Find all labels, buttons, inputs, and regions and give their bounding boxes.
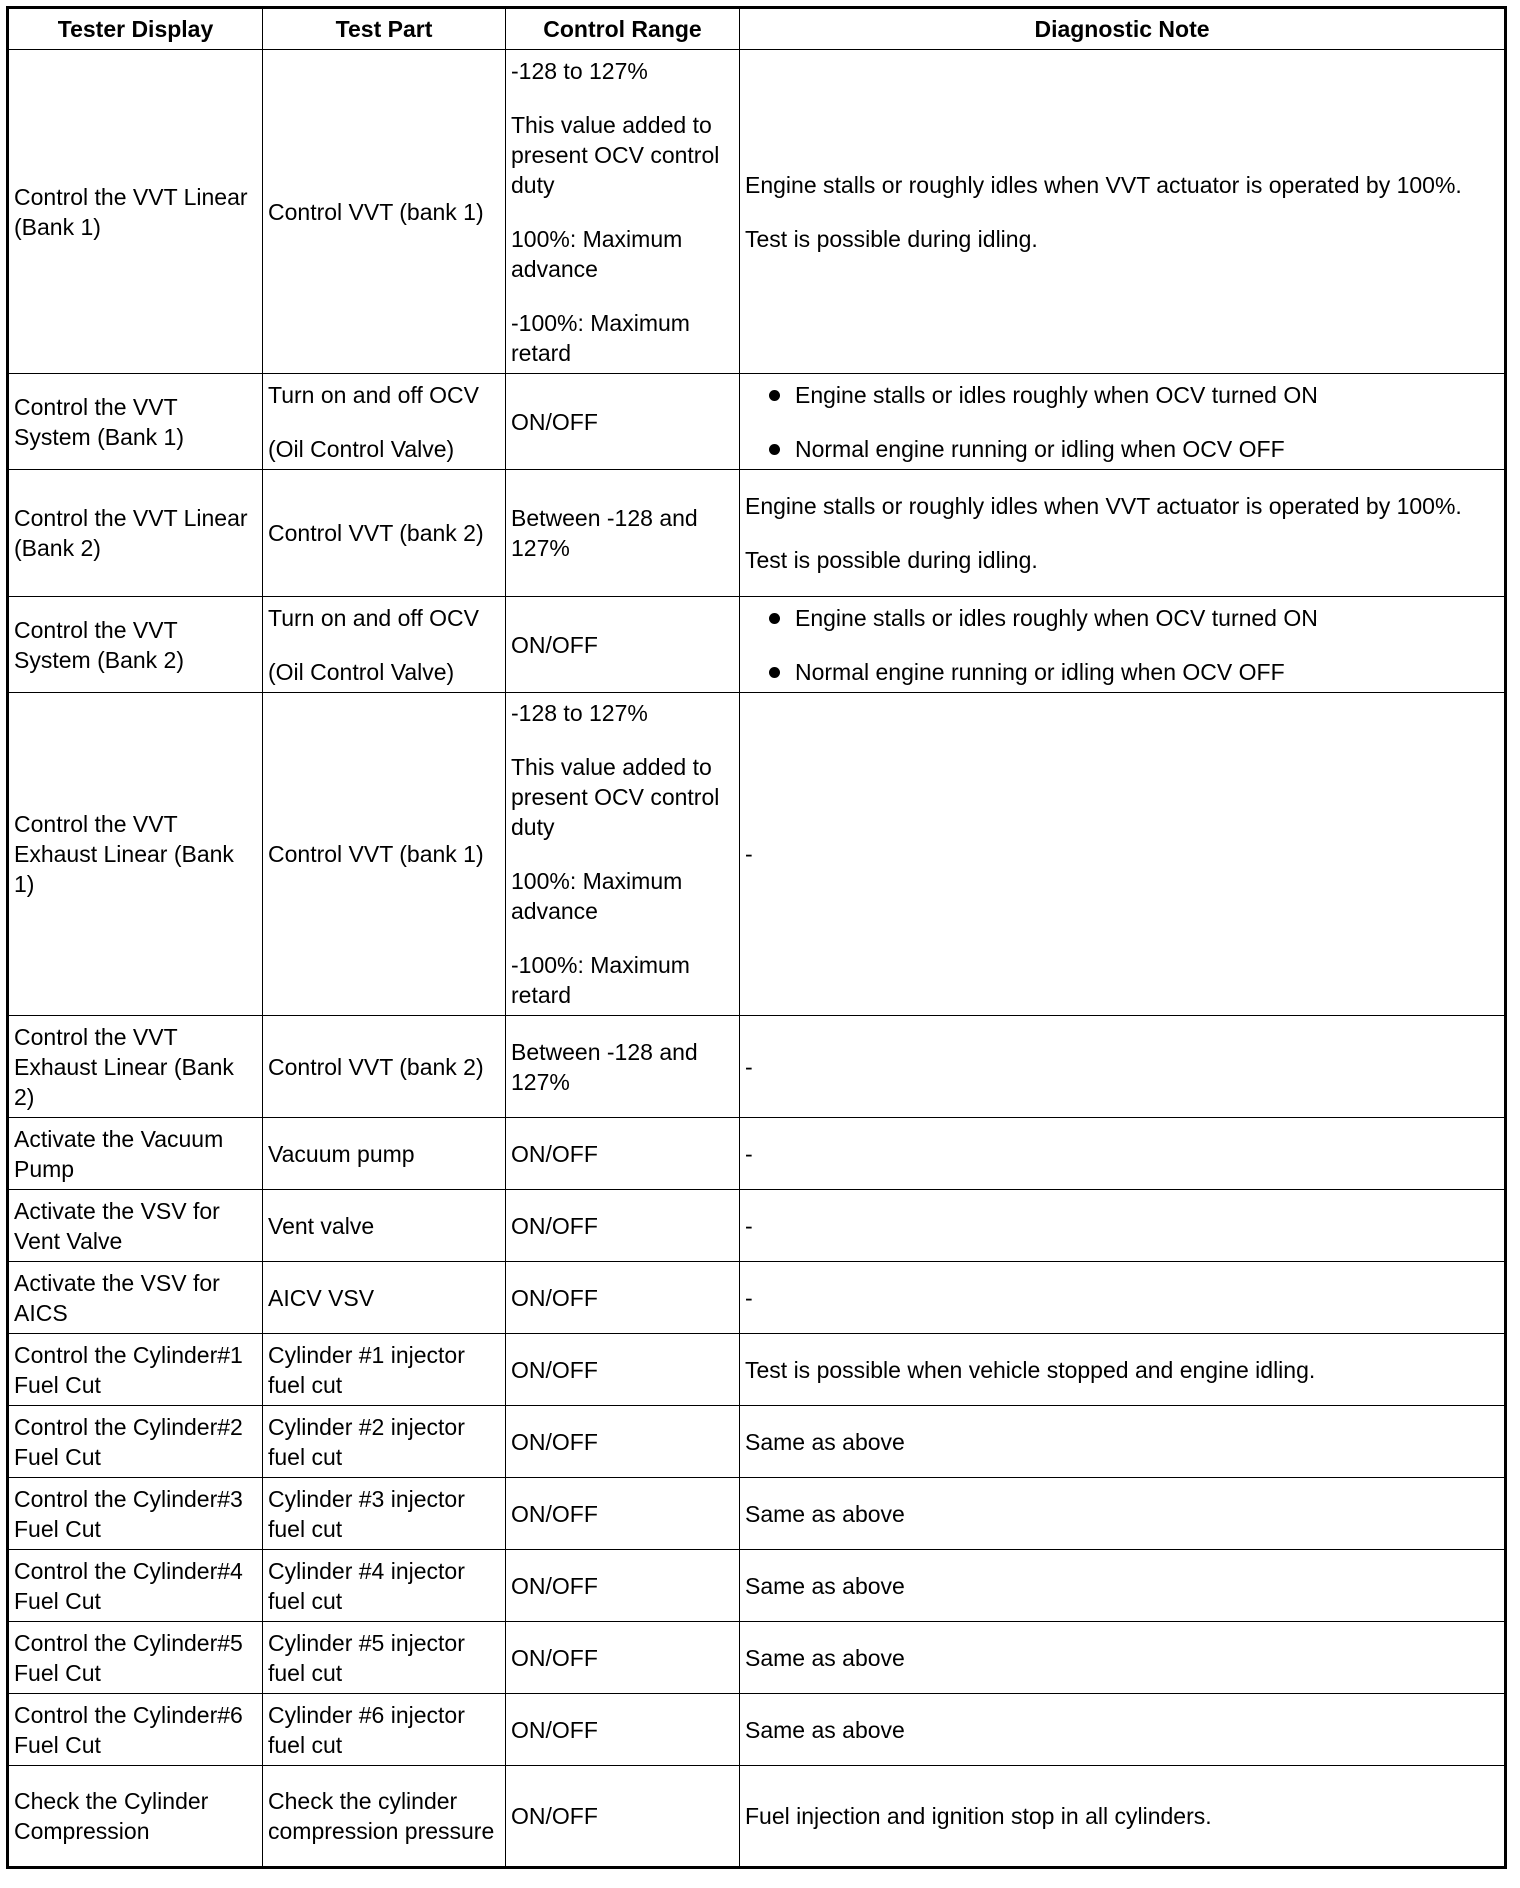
cell-diagnostic-note-line: -	[745, 1212, 753, 1239]
active-test-document	[6, 6, 1504, 1869]
cell-diagnostic-note	[740, 1334, 1506, 1406]
cell-diagnostic-note-line: Engine stalls or roughly idles when VVT actuator is operated by 100%.	[745, 493, 1462, 519]
cell-test-part	[263, 1262, 506, 1334]
cell-test-part-line: Cylinder #3 injector fuel cut	[268, 1485, 465, 1542]
cell-test-part	[263, 1478, 506, 1550]
table-row	[8, 1016, 1506, 1118]
cell-test-part-line: Cylinder #4 injector fuel cut	[268, 1557, 465, 1614]
cell-tester-display: Control the VVT System (Bank 1)	[8, 374, 263, 470]
cell-control-range-line: This value added to present OCV control duty	[511, 754, 720, 840]
cell-test-part	[263, 693, 506, 1016]
cell-control-range	[506, 1118, 740, 1190]
cell-control-range-line: ON/OFF	[511, 1284, 598, 1311]
cell-test-part-line: Turn on and off OCV	[268, 604, 479, 631]
cell-control-range-line: ON/OFF	[511, 1428, 598, 1455]
cell-test-part-line: (Oil Control Valve)	[268, 658, 455, 685]
cell-tester-display: Control the Cylinder#4 Fuel Cut	[8, 1550, 263, 1622]
cell-control-range	[506, 1406, 740, 1478]
cell-test-part-line: Control VVT (bank 2)	[268, 1053, 484, 1080]
cell-control-range-line: ON/OFF	[511, 408, 598, 435]
cell-test-part	[263, 1190, 506, 1262]
cell-diagnostic-note	[740, 1262, 1506, 1334]
cell-tester-display: Control the VVT Linear (Bank 2)	[8, 470, 263, 597]
table-row	[8, 1550, 1506, 1622]
cell-test-part-line: Cylinder #5 injector fuel cut	[268, 1629, 465, 1686]
cell-diagnostic-note	[740, 1622, 1506, 1694]
cell-control-range-line: -128 to 127%	[511, 57, 648, 84]
cell-test-part-line: (Oil Control Valve)	[268, 435, 455, 462]
table-row	[8, 374, 1506, 470]
cell-control-range	[506, 1190, 740, 1262]
table-row	[8, 470, 1506, 597]
cell-control-range-line: ON/OFF	[511, 1500, 598, 1527]
cell-tester-display: Control the VVT Exhaust Linear (Bank 2)	[8, 1016, 263, 1118]
cell-diagnostic-note-line: -	[745, 1140, 753, 1167]
cell-control-range-line: Between -128 and 127%	[511, 1038, 698, 1095]
cell-tester-display: Activate the VSV for AICS	[8, 1262, 263, 1334]
cell-diagnostic-note-line: Test is possible when vehicle stopped and engine idling.	[745, 1356, 1316, 1383]
cell-test-part	[263, 1550, 506, 1622]
header-tester-display: Tester Display	[8, 8, 263, 50]
cell-test-part-line: AICV VSV	[268, 1284, 375, 1311]
cell-diagnostic-note	[740, 1190, 1506, 1262]
cell-control-range-line: ON/OFF	[511, 1212, 598, 1239]
table-row	[8, 1478, 1506, 1550]
cell-tester-display: Control the VVT Linear (Bank 1)	[8, 50, 263, 374]
bullet-list	[745, 603, 1499, 687]
cell-tester-display: Control the Cylinder#6 Fuel Cut	[8, 1694, 263, 1766]
bullet-list	[745, 380, 1499, 464]
cell-diagnostic-note	[740, 470, 1506, 597]
cell-test-part	[263, 1694, 506, 1766]
cell-test-part-line: Vacuum pump	[268, 1140, 415, 1167]
table-row	[8, 693, 1506, 1016]
table-row	[8, 597, 1506, 693]
cell-diagnostic-note-line: Same as above	[745, 1428, 905, 1455]
table-row	[8, 1766, 1506, 1868]
header-test-part: Test Part	[263, 8, 506, 50]
cell-control-range-line: ON/OFF	[511, 1716, 598, 1743]
cell-diagnostic-note	[740, 374, 1506, 470]
table-row	[8, 50, 1506, 374]
cell-diagnostic-note	[740, 597, 1506, 693]
cell-diagnostic-note-line: -	[745, 1284, 753, 1311]
cell-test-part-line: Turn on and off OCV	[268, 381, 479, 408]
cell-control-range-line: -100%: Maximum retard	[511, 952, 690, 1008]
active-test-table	[6, 6, 1507, 1869]
cell-diagnostic-note-line: Fuel injection and ignition stop in all cylinders.	[745, 1803, 1212, 1829]
cell-tester-display: Control the Cylinder#1 Fuel Cut	[8, 1334, 263, 1406]
bullet-item: Normal engine running or idling when OCV OFF	[745, 657, 1499, 687]
cell-diagnostic-note-line: Same as above	[745, 1572, 905, 1599]
cell-control-range	[506, 1550, 740, 1622]
cell-test-part-line: Check the cylinder compression pressure	[268, 1788, 495, 1844]
cell-diagnostic-note-line: -	[745, 841, 753, 867]
cell-tester-display: Activate the VSV for Vent Valve	[8, 1190, 263, 1262]
cell-diagnostic-note-line: Same as above	[745, 1644, 905, 1671]
cell-test-part-line: Control VVT (bank 1)	[268, 841, 484, 867]
cell-control-range-line: ON/OFF	[511, 1572, 598, 1599]
cell-control-range-line: ON/OFF	[511, 1356, 598, 1383]
cell-test-part	[263, 1406, 506, 1478]
cell-test-part-line: Cylinder #2 injector fuel cut	[268, 1413, 465, 1470]
cell-diagnostic-note-line: Test is possible during idling.	[745, 225, 1038, 252]
cell-control-range-line: -128 to 127%	[511, 700, 648, 726]
table-header-row	[8, 8, 1506, 50]
cell-control-range-line: ON/OFF	[511, 631, 598, 658]
table-row	[8, 1190, 1506, 1262]
cell-control-range	[506, 597, 740, 693]
cell-diagnostic-note	[740, 1694, 1506, 1766]
cell-diagnostic-note	[740, 693, 1506, 1016]
cell-control-range-line: ON/OFF	[511, 1644, 598, 1671]
cell-control-range	[506, 1478, 740, 1550]
cell-control-range-line: 100%: Maximum advance	[511, 868, 683, 924]
table-row	[8, 1118, 1506, 1190]
bullet-item: Normal engine running or idling when OCV OFF	[745, 434, 1499, 464]
cell-tester-display: Control the VVT Exhaust Linear (Bank 1)	[8, 693, 263, 1016]
bullet-item: Engine stalls or idles roughly when OCV turned ON	[745, 380, 1499, 410]
table-row	[8, 1334, 1506, 1406]
cell-control-range-line: ON/OFF	[511, 1803, 598, 1829]
cell-control-range-line: 100%: Maximum advance	[511, 225, 683, 282]
table-row	[8, 1694, 1506, 1766]
cell-control-range	[506, 1262, 740, 1334]
cell-test-part	[263, 1334, 506, 1406]
cell-test-part-line: Control VVT (bank 1)	[268, 198, 484, 225]
cell-diagnostic-note	[740, 1406, 1506, 1478]
cell-control-range-line: Between -128 and 127%	[511, 505, 698, 561]
cell-diagnostic-note	[740, 1478, 1506, 1550]
cell-control-range-line: ON/OFF	[511, 1140, 598, 1167]
cell-diagnostic-note-line: Same as above	[745, 1716, 905, 1743]
cell-control-range	[506, 1622, 740, 1694]
cell-diagnostic-note-line: Same as above	[745, 1500, 905, 1527]
cell-diagnostic-note	[740, 1550, 1506, 1622]
cell-tester-display: Control the Cylinder#2 Fuel Cut	[8, 1406, 263, 1478]
cell-test-part	[263, 50, 506, 374]
cell-diagnostic-note-line: Test is possible during idling.	[745, 547, 1038, 573]
cell-test-part-line: Vent valve	[268, 1212, 375, 1239]
cell-test-part-line: Cylinder #1 injector fuel cut	[268, 1341, 465, 1398]
cell-test-part	[263, 374, 506, 470]
table-body	[8, 50, 1506, 1868]
cell-test-part	[263, 1622, 506, 1694]
cell-test-part	[263, 1016, 506, 1118]
cell-test-part	[263, 1766, 506, 1868]
cell-control-range	[506, 470, 740, 597]
cell-tester-display: Control the Cylinder#5 Fuel Cut	[8, 1622, 263, 1694]
cell-tester-display: Control the Cylinder#3 Fuel Cut	[8, 1478, 263, 1550]
table-row	[8, 1262, 1506, 1334]
cell-diagnostic-note	[740, 1016, 1506, 1118]
cell-control-range	[506, 1766, 740, 1868]
cell-control-range	[506, 1334, 740, 1406]
cell-diagnostic-note	[740, 50, 1506, 374]
header-control-range: Control Range	[506, 8, 740, 50]
cell-diagnostic-note	[740, 1118, 1506, 1190]
cell-test-part	[263, 597, 506, 693]
cell-test-part	[263, 470, 506, 597]
cell-control-range	[506, 1694, 740, 1766]
cell-tester-display: Check the Cylinder Compression	[8, 1766, 263, 1868]
cell-control-range	[506, 693, 740, 1016]
cell-test-part-line: Control VVT (bank 2)	[268, 520, 484, 546]
cell-test-part	[263, 1118, 506, 1190]
bullet-item: Engine stalls or idles roughly when OCV turned ON	[745, 603, 1499, 633]
cell-control-range	[506, 50, 740, 374]
table-row	[8, 1622, 1506, 1694]
cell-diagnostic-note-line: -	[745, 1053, 753, 1080]
cell-diagnostic-note	[740, 1766, 1506, 1868]
cell-control-range	[506, 1016, 740, 1118]
cell-control-range	[506, 374, 740, 470]
cell-test-part-line: Cylinder #6 injector fuel cut	[268, 1701, 465, 1758]
cell-tester-display: Activate the Vacuum Pump	[8, 1118, 263, 1190]
cell-diagnostic-note-line: Engine stalls or roughly idles when VVT actuator is operated by 100%.	[745, 171, 1462, 198]
cell-control-range-line: -100%: Maximum retard	[511, 309, 690, 366]
header-diagnostic-note: Diagnostic Note	[740, 8, 1506, 50]
cell-tester-display: Control the VVT System (Bank 2)	[8, 597, 263, 693]
table-row	[8, 1406, 1506, 1478]
cell-control-range-line: This value added to present OCV control duty	[511, 111, 720, 198]
